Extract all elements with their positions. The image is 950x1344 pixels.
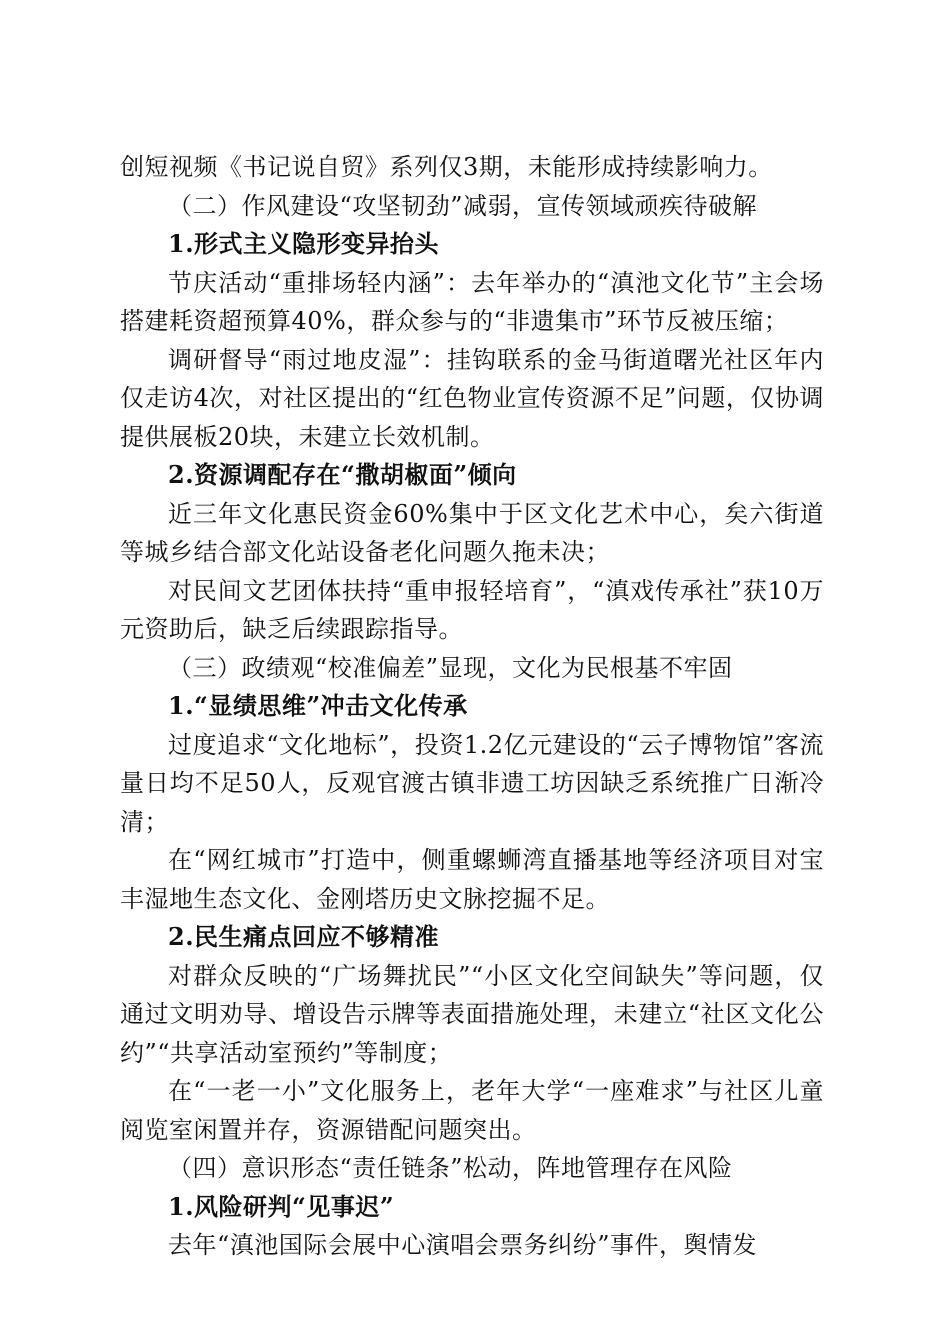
section-2-2-paragraph-1: 近三年文化惠民资金60%集中于区文化艺术中心，矣六街道等城乡结合部文化站设备老化问题久拖未决； — [120, 499, 824, 566]
continuation-paragraph: 创短视频《书记说自贸》系列仅3期，未能形成持续影响力。 — [120, 153, 773, 181]
section-2-heading: （二）作风建设“攻坚韧劲”减弱，宣传领域顽疾待破解 — [168, 191, 758, 220]
section-2-2-title: 2.资源调配存在“撒胡椒面”倾向 — [168, 460, 517, 489]
section-4-1-title: 1.风险研判“见事迟” — [168, 1191, 395, 1221]
section-2-2-paragraph-2: 对民间文艺团体扶持“重申报轻培育”，“滇戏传承社”获10万元资助后，缺乏后续跟踪指导。 — [120, 576, 824, 643]
section-3-2-paragraph-2: 在“一老一小”文化服务上，老年大学“一座难求”与社区儿童阅览室闲置并存，资源错配问题突出。 — [120, 1077, 824, 1144]
section-3-1-paragraph-2: 在“网红城市”打造中，侧重螺蛳湾直播基地等经济项目对宝丰湿地生态文化、金刚塔历史文脉挖掘不足。 — [120, 846, 824, 913]
section-4-heading: （四）意识形态“责任链条”松动，阵地管理存在风险 — [168, 1154, 733, 1182]
section-2-1-title: 1.形式主义隐形变异抬头 — [168, 229, 440, 258]
section-2-1-paragraph-1: 节庆活动“重排场轻内涵”：去年举办的“滇池文化节”主会场搭建耗资超预算40%，群众参与的“非遗集市”环节反被压缩； — [120, 268, 824, 335]
section-3-1-title: 1.“显绩思维”冲击文化传承 — [168, 691, 468, 720]
section-3-1-paragraph-1: 过度追求“文化地标”，投资1.2亿元建设的“云子博物馆”客流量日均不足50人，反观官渡古镇非遗工坊因缺乏系统推广日渐冷清； — [120, 730, 824, 836]
section-3-2-paragraph-1: 对群众反映的“广场舞扰民”“小区文化空间缺失”等问题，仅通过文明劝导、增设告示牌等表面措施处理，未建立“社区文化公约”“共享活动室预约”等制度； — [120, 961, 824, 1067]
section-2-1-paragraph-2: 调研督导“雨过地皮湿”：挂钩联系的金马街道曙光社区年内仅走访4次，对社区提出的“红色物业宣传资源不足”问题，仅协调提供展板20块，未建立长效机制。 — [120, 345, 824, 451]
document-body — [120, 148, 824, 1265]
section-3-heading: （三）政绩观“校准偏差”显现，文化为民根基不牢固 — [168, 653, 733, 682]
section-4-1-paragraph-1: 去年“滇池国际会展中心演唱会票务纠纷”事件，舆情发 — [168, 1231, 758, 1259]
section-3-2-title: 2.民生痛点回应不够精准 — [168, 922, 440, 951]
